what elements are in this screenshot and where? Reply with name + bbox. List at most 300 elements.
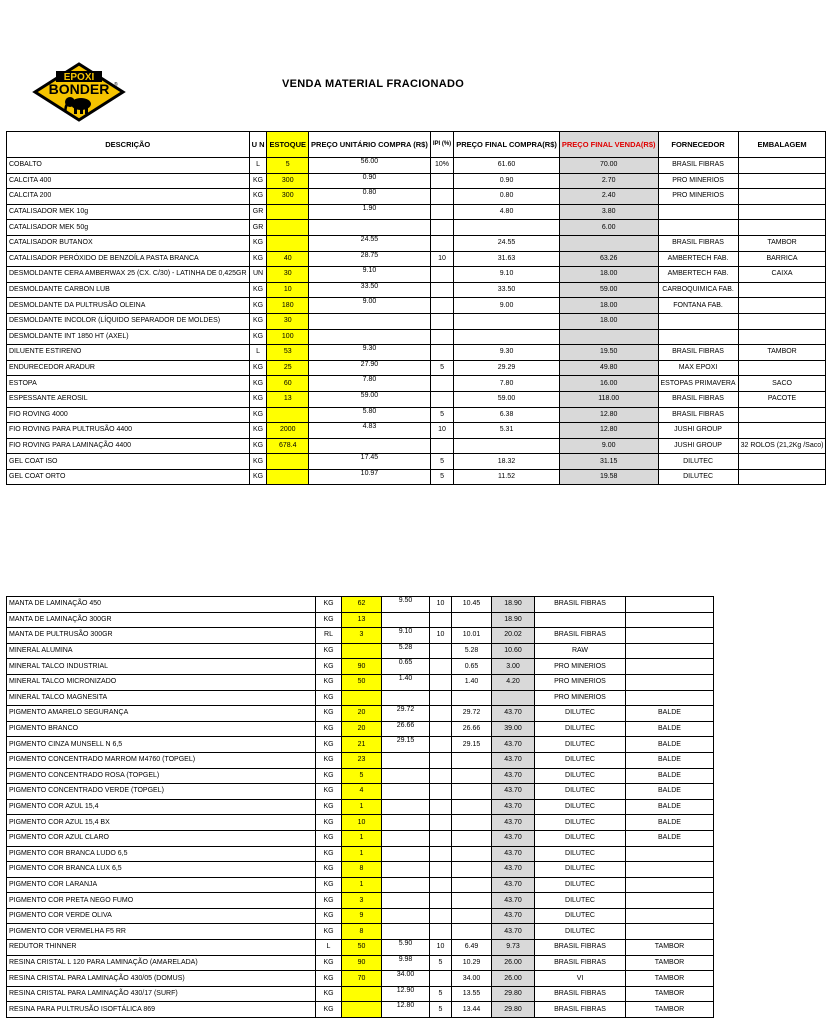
cell-un: UN <box>249 267 267 283</box>
cell-un: KG <box>316 768 342 784</box>
table-row <box>7 235 826 251</box>
cell-preco-unitario: 59.00 <box>309 391 431 407</box>
cell-ipi <box>430 659 452 675</box>
cell-ipi: 5 <box>430 469 453 485</box>
cell-ipi <box>430 924 452 940</box>
cell-embalagem: TAMBOR <box>626 955 714 971</box>
cell-descricao: PIGMENTO COR AZUL 15,4 <box>7 799 316 815</box>
cell-un: L <box>316 940 342 956</box>
table-row <box>7 407 826 423</box>
table-row <box>7 282 826 298</box>
cell-embalagem: BALDE <box>626 768 714 784</box>
cell-un: RL <box>316 628 342 644</box>
cell-ipi <box>430 706 452 722</box>
table-row <box>7 313 826 329</box>
cell-un: KG <box>249 282 267 298</box>
cell-estoque <box>267 469 309 485</box>
cell-preco-unitario: 29.15 <box>382 737 430 753</box>
cell-preco-unitario: 9.98 <box>382 955 430 971</box>
cell-estoque: 13 <box>342 612 382 628</box>
cell-ipi: 10 <box>430 940 452 956</box>
cell-preco-unitario: 24.55 <box>309 235 431 251</box>
cell-preco-final-compra <box>452 893 492 909</box>
cell-preco-final-compra: 9.00 <box>454 298 560 314</box>
cell-preco-final-venda: 6.00 <box>559 220 658 236</box>
cell-preco-final-compra: 13.44 <box>452 1002 492 1018</box>
table-row <box>7 690 714 706</box>
cell-ipi <box>430 721 452 737</box>
cell-descricao: PIGMENTO BRANCO <box>7 721 316 737</box>
cell-descricao: PIGMENTO COR VERDE OLIVA <box>7 908 316 924</box>
cell-preco-final-compra <box>452 924 492 940</box>
cell-ipi <box>430 893 452 909</box>
cell-ipi <box>430 752 452 768</box>
table-row <box>7 628 714 644</box>
cell-preco-final-compra <box>452 877 492 893</box>
cell-estoque: 100 <box>267 329 309 345</box>
cell-embalagem <box>738 454 826 470</box>
cell-ipi <box>430 674 452 690</box>
cell-ipi <box>430 329 453 345</box>
cell-preco-final-venda: 9.00 <box>559 438 658 454</box>
cell-embalagem: BALDE <box>626 815 714 831</box>
cell-fornecedor: BRASIL FIBRAS <box>535 955 626 971</box>
cell-preco-final-venda <box>492 690 535 706</box>
cell-preco-final-compra: 10.45 <box>452 597 492 613</box>
cell-preco-final-compra: 29.29 <box>454 360 560 376</box>
cell-preco-final-compra <box>452 846 492 862</box>
cell-fornecedor: JUSHI GROUP <box>658 438 738 454</box>
cell-un: GR <box>249 220 267 236</box>
table-row <box>7 877 714 893</box>
cell-preco-unitario: 1.90 <box>309 204 431 220</box>
cell-embalagem <box>626 846 714 862</box>
cell-embalagem <box>626 674 714 690</box>
cell-descricao: MINERAL TALCO MICRONIZADO <box>7 674 316 690</box>
cell-fornecedor: BRASIL FIBRAS <box>658 391 738 407</box>
cell-embalagem: BALDE <box>626 706 714 722</box>
cell-fornecedor: BRASIL FIBRAS <box>535 628 626 644</box>
cell-un: KG <box>316 971 342 987</box>
cell-estoque: 3 <box>342 893 382 909</box>
cell-preco-final-venda: 9.73 <box>492 940 535 956</box>
cell-preco-final-venda: 43.70 <box>492 737 535 753</box>
cell-preco-final-venda: 12.80 <box>559 407 658 423</box>
cell-descricao: CALCITA 400 <box>7 173 250 189</box>
cell-preco-final-venda: 3.00 <box>492 659 535 675</box>
table-row <box>7 815 714 831</box>
cell-embalagem <box>626 862 714 878</box>
cell-ipi <box>430 815 452 831</box>
col-descricao: DESCRIÇÃO <box>7 132 250 158</box>
cell-descricao: MANTA DE LAMINAÇÃO 300GR <box>7 612 316 628</box>
cell-preco-unitario: 0.80 <box>309 189 431 205</box>
cell-preco-final-compra <box>454 313 560 329</box>
cell-ipi <box>430 173 453 189</box>
cell-embalagem <box>738 220 826 236</box>
cell-estoque: 20 <box>342 706 382 722</box>
cell-preco-final-compra <box>452 830 492 846</box>
cell-estoque: 10 <box>267 282 309 298</box>
table-row <box>7 391 826 407</box>
cell-ipi <box>430 189 453 205</box>
table-row <box>7 862 714 878</box>
cell-estoque: 9 <box>342 908 382 924</box>
cell-descricao: DESMOLDANTE CARBON LUB <box>7 282 250 298</box>
cell-preco-unitario <box>382 690 430 706</box>
cell-embalagem <box>626 659 714 675</box>
cell-preco-final-venda: 43.70 <box>492 893 535 909</box>
table-row <box>7 189 826 205</box>
table-row <box>7 924 714 940</box>
cell-embalagem: BALDE <box>626 799 714 815</box>
cell-preco-final-compra: 0.80 <box>454 189 560 205</box>
cell-embalagem: TAMBOR <box>626 986 714 1002</box>
table-row <box>7 737 714 753</box>
cell-estoque <box>342 986 382 1002</box>
cell-embalagem: BALDE <box>626 721 714 737</box>
cell-preco-unitario <box>382 846 430 862</box>
cell-un: KG <box>249 376 267 392</box>
cell-embalagem: PACOTE <box>738 391 826 407</box>
cell-preco-unitario <box>309 313 431 329</box>
cell-descricao: PIGMENTO COR VERMELHA F5 RR <box>7 924 316 940</box>
cell-un: KG <box>316 784 342 800</box>
cell-descricao: CATALISADOR MEK 50g <box>7 220 250 236</box>
cell-preco-final-compra: 0.90 <box>454 173 560 189</box>
table-row <box>7 908 714 924</box>
svg-text:®: ® <box>114 82 118 88</box>
cell-embalagem: BARRICA <box>738 251 826 267</box>
cell-embalagem <box>738 158 826 174</box>
col-estoque: ESTOQUE <box>267 132 309 158</box>
cell-un: KG <box>316 1002 342 1018</box>
cell-descricao: FIO ROVING PARA PULTRUSÃO 4400 <box>7 423 250 439</box>
cell-embalagem <box>738 204 826 220</box>
cell-preco-final-venda: 4.20 <box>492 674 535 690</box>
cell-embalagem <box>738 407 826 423</box>
cell-un: KG <box>249 407 267 423</box>
cell-descricao: PIGMENTO COR AZUL 15,4 BX <box>7 815 316 831</box>
cell-preco-final-venda: 18.00 <box>559 298 658 314</box>
cell-preco-unitario: 4.83 <box>309 423 431 439</box>
cell-preco-final-venda: 43.70 <box>492 924 535 940</box>
cell-preco-final-venda: 12.80 <box>559 423 658 439</box>
table-row <box>7 438 826 454</box>
cell-fornecedor: BRASIL FIBRAS <box>658 158 738 174</box>
material-table-2 <box>6 596 714 1018</box>
cell-preco-unitario: 5.28 <box>382 643 430 659</box>
cell-preco-final-venda: 31.15 <box>559 454 658 470</box>
cell-ipi <box>430 643 452 659</box>
cell-ipi: 5 <box>430 986 452 1002</box>
cell-estoque: 23 <box>342 752 382 768</box>
cell-estoque: 3 <box>342 628 382 644</box>
cell-preco-final-venda: 59.00 <box>559 282 658 298</box>
cell-preco-unitario <box>382 784 430 800</box>
cell-preco-final-venda: 63.26 <box>559 251 658 267</box>
cell-embalagem <box>626 643 714 659</box>
table-row <box>7 830 714 846</box>
cell-preco-final-venda: 43.70 <box>492 784 535 800</box>
cell-un: KG <box>316 612 342 628</box>
table-row <box>7 659 714 675</box>
cell-ipi <box>430 971 452 987</box>
cell-preco-final-compra <box>452 908 492 924</box>
cell-preco-final-venda <box>559 235 658 251</box>
cell-ipi <box>430 612 452 628</box>
cell-descricao: CATALISADOR BUTANOX <box>7 235 250 251</box>
cell-descricao: MINERAL TALCO MAGNESITA <box>7 690 316 706</box>
cell-ipi <box>430 737 452 753</box>
cell-ipi: 10 <box>430 251 453 267</box>
cell-descricao: CATALISADOR MEK 10g <box>7 204 250 220</box>
cell-preco-final-compra: 1.40 <box>452 674 492 690</box>
table-row <box>7 971 714 987</box>
cell-un: KG <box>316 752 342 768</box>
cell-estoque: 300 <box>267 173 309 189</box>
cell-preco-unitario: 34.00 <box>382 971 430 987</box>
cell-un: KG <box>316 986 342 1002</box>
cell-embalagem <box>626 924 714 940</box>
table-row <box>7 329 826 345</box>
cell-embalagem <box>738 282 826 298</box>
cell-preco-final-venda: 39.00 <box>492 721 535 737</box>
cell-fornecedor: PRO MINERIOS <box>658 173 738 189</box>
cell-preco-final-compra: 4.80 <box>454 204 560 220</box>
cell-embalagem: TAMBOR <box>738 235 826 251</box>
cell-descricao: REDUTOR THINNER <box>7 940 316 956</box>
cell-descricao: PIGMENTO CONCENTRADO MARROM M4760 (TOPGEL) <box>7 752 316 768</box>
cell-fornecedor: DILUTEC <box>535 893 626 909</box>
cell-preco-unitario <box>382 830 430 846</box>
cell-preco-unitario: 9.00 <box>309 298 431 314</box>
cell-estoque: 25 <box>267 360 309 376</box>
cell-preco-final-venda: 2.70 <box>559 173 658 189</box>
cell-ipi: 5 <box>430 454 453 470</box>
cell-ipi <box>430 799 452 815</box>
cell-preco-final-venda: 20.02 <box>492 628 535 644</box>
cell-preco-unitario <box>382 799 430 815</box>
cell-un: KG <box>316 721 342 737</box>
cell-estoque <box>267 454 309 470</box>
col-fornecedor: FORNECEDOR <box>658 132 738 158</box>
cell-ipi <box>430 313 453 329</box>
cell-fornecedor: DILUTEC <box>535 846 626 862</box>
table-row <box>7 1002 714 1018</box>
cell-ipi <box>430 345 453 361</box>
cell-descricao: DESMOLDANTE INCOLOR (LÍQUIDO SEPARADOR DE MOLDES) <box>7 313 250 329</box>
cell-fornecedor: DILUTEC <box>535 908 626 924</box>
cell-preco-final-venda: 43.70 <box>492 846 535 862</box>
cell-preco-final-venda: 18.00 <box>559 267 658 283</box>
cell-ipi <box>430 204 453 220</box>
cell-embalagem: BALDE <box>626 737 714 753</box>
cell-descricao: MANTA DE PULTRUSÃO 300GR <box>7 628 316 644</box>
cell-fornecedor: DILUTEC <box>535 815 626 831</box>
cell-preco-final-compra <box>452 799 492 815</box>
cell-preco-final-compra: 24.55 <box>454 235 560 251</box>
cell-ipi: 10 <box>430 597 452 613</box>
cell-fornecedor: DILUTEC <box>535 924 626 940</box>
cell-un: KG <box>249 235 267 251</box>
cell-preco-unitario <box>309 329 431 345</box>
table-row <box>7 220 826 236</box>
cell-descricao: PIGMENTO CONCENTRADO VERDE (TOPGEL) <box>7 784 316 800</box>
cell-embalagem: BALDE <box>626 784 714 800</box>
cell-un: GR <box>249 204 267 220</box>
cell-descricao: ESTOPA <box>7 376 250 392</box>
cell-fornecedor: DILUTEC <box>658 469 738 485</box>
cell-descricao: PIGMENTO AMARELO SEGURANÇA <box>7 706 316 722</box>
cell-fornecedor: BRASIL FIBRAS <box>658 407 738 423</box>
cell-fornecedor: MAX EPOXI <box>658 360 738 376</box>
cell-fornecedor: BRASIL FIBRAS <box>658 345 738 361</box>
table-row <box>7 469 826 485</box>
cell-preco-final-compra: 10.29 <box>452 955 492 971</box>
table-row <box>7 799 714 815</box>
cell-ipi: 10 <box>430 628 452 644</box>
cell-fornecedor: DILUTEC <box>535 768 626 784</box>
cell-preco-unitario: 9.10 <box>309 267 431 283</box>
cell-preco-unitario: 7.80 <box>309 376 431 392</box>
cell-un: KG <box>316 659 342 675</box>
cell-preco-unitario: 29.72 <box>382 706 430 722</box>
cell-fornecedor <box>658 204 738 220</box>
cell-preco-final-compra <box>454 329 560 345</box>
table-row <box>7 298 826 314</box>
cell-preco-unitario: 9.30 <box>309 345 431 361</box>
cell-preco-final-venda: 49.80 <box>559 360 658 376</box>
cell-un: KG <box>249 173 267 189</box>
cell-estoque: 21 <box>342 737 382 753</box>
cell-embalagem <box>738 189 826 205</box>
cell-preco-final-venda: 29.80 <box>492 1002 535 1018</box>
cell-ipi <box>430 908 452 924</box>
cell-preco-final-venda: 16.00 <box>559 376 658 392</box>
cell-descricao: PIGMENTO COR PRETA NEGO FUMO <box>7 893 316 909</box>
cell-preco-unitario: 0.65 <box>382 659 430 675</box>
cell-preco-unitario <box>382 815 430 831</box>
table-row <box>7 612 714 628</box>
table-row <box>7 768 714 784</box>
cell-descricao: DILUENTE ESTIRENO <box>7 345 250 361</box>
cell-ipi: 10% <box>430 158 453 174</box>
cell-embalagem <box>626 628 714 644</box>
cell-embalagem: TAMBOR <box>626 940 714 956</box>
cell-descricao: DESMOLDANTE INT 1850 HT (AXEL) <box>7 329 250 345</box>
cell-ipi: 10 <box>430 423 453 439</box>
cell-preco-final-venda: 43.70 <box>492 768 535 784</box>
cell-ipi <box>430 438 453 454</box>
cell-embalagem <box>626 690 714 706</box>
cell-preco-final-compra: 0.65 <box>452 659 492 675</box>
cell-descricao: MINERAL ALUMINA <box>7 643 316 659</box>
cell-estoque: 678.4 <box>267 438 309 454</box>
table-row <box>7 643 714 659</box>
cell-estoque: 50 <box>342 674 382 690</box>
cell-estoque: 4 <box>342 784 382 800</box>
cell-fornecedor: AMBERTECH FAB. <box>658 267 738 283</box>
cell-embalagem <box>626 597 714 613</box>
cell-estoque: 13 <box>267 391 309 407</box>
table-row <box>7 204 826 220</box>
cell-preco-final-venda: 118.00 <box>559 391 658 407</box>
cell-un: KG <box>249 189 267 205</box>
cell-un: KG <box>249 360 267 376</box>
cell-fornecedor: VI <box>535 971 626 987</box>
cell-estoque <box>342 1002 382 1018</box>
cell-preco-final-venda: 18.00 <box>559 313 658 329</box>
material-table-1 <box>6 131 826 485</box>
cell-preco-final-compra: 11.52 <box>454 469 560 485</box>
cell-descricao: DESMOLDANTE CERA AMBERWAX 25 (CX. C/30) - LATINHA DE 0,425GR <box>7 267 250 283</box>
cell-preco-final-venda: 43.70 <box>492 862 535 878</box>
cell-preco-unitario: 9.50 <box>382 597 430 613</box>
cell-fornecedor: DILUTEC <box>535 862 626 878</box>
cell-fornecedor: BRASIL FIBRAS <box>535 940 626 956</box>
cell-preco-unitario: 9.10 <box>382 628 430 644</box>
epoxi-bonder-logo <box>34 63 124 121</box>
cell-un: KG <box>316 893 342 909</box>
cell-ipi <box>430 768 452 784</box>
cell-un: KG <box>316 830 342 846</box>
cell-preco-unitario: 27.90 <box>309 360 431 376</box>
cell-preco-unitario <box>382 924 430 940</box>
cell-ipi: 5 <box>430 360 453 376</box>
cell-embalagem: 32 ROLOS (21,2Kg /Saco) <box>738 438 826 454</box>
table-row <box>7 893 714 909</box>
cell-embalagem <box>626 908 714 924</box>
cell-estoque: 8 <box>342 862 382 878</box>
cell-estoque: 90 <box>342 659 382 675</box>
cell-un: KG <box>316 690 342 706</box>
cell-embalagem: TAMBOR <box>738 345 826 361</box>
cell-descricao: COBALTO <box>7 158 250 174</box>
cell-preco-final-compra: 6.49 <box>452 940 492 956</box>
cell-preco-final-compra: 34.00 <box>452 971 492 987</box>
cell-preco-unitario: 5.90 <box>382 940 430 956</box>
cell-un: KG <box>249 329 267 345</box>
cell-fornecedor <box>658 313 738 329</box>
cell-estoque <box>267 204 309 220</box>
cell-descricao: ENDURECEDOR ARADUR <box>7 360 250 376</box>
cell-preco-final-venda: 18.90 <box>492 597 535 613</box>
cell-preco-unitario: 12.80 <box>382 1002 430 1018</box>
cell-estoque: 10 <box>342 815 382 831</box>
cell-preco-unitario: 5.80 <box>309 407 431 423</box>
cell-embalagem: TAMBOR <box>626 971 714 987</box>
cell-estoque: 70 <box>342 971 382 987</box>
cell-preco-final-compra <box>452 690 492 706</box>
cell-preco-final-venda: 3.80 <box>559 204 658 220</box>
cell-un: KG <box>316 924 342 940</box>
cell-un: L <box>249 158 267 174</box>
cell-un: KG <box>249 469 267 485</box>
cell-un: KG <box>316 862 342 878</box>
cell-estoque: 1 <box>342 846 382 862</box>
cell-preco-unitario <box>382 752 430 768</box>
cell-embalagem: BALDE <box>626 752 714 768</box>
table-row <box>7 846 714 862</box>
cell-preco-final-venda: 18.90 <box>492 612 535 628</box>
cell-preco-unitario: 0.90 <box>309 173 431 189</box>
table-header-row <box>7 132 826 158</box>
cell-descricao: PIGMENTO CINZA MUNSELL N 6,5 <box>7 737 316 753</box>
cell-fornecedor: DILUTEC <box>535 830 626 846</box>
cell-preco-final-compra: 9.10 <box>454 267 560 283</box>
cell-un: L <box>249 345 267 361</box>
